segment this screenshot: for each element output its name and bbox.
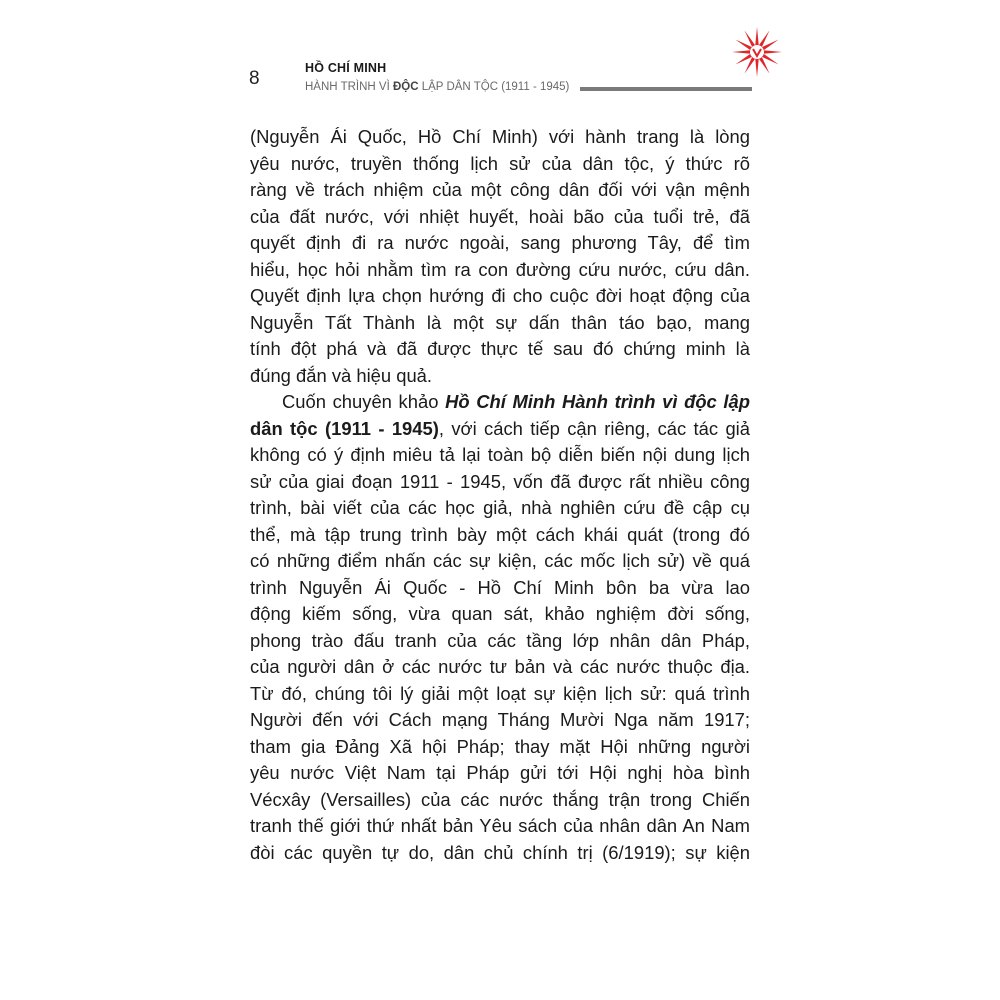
running-title: HỒ CHÍ MINH [305,61,387,75]
text-line: yêu nước Việt Nam tại Pháp gửi tới Hội nghị hòa bình [250,762,750,783]
book-title: Hồ Chí Minh Hành trình vì độc lập [445,391,750,412]
text-line: (Nguyễn Ái Quốc, Hồ Chí Minh) với hành trang là lòng [250,126,750,147]
text-line: động kiếm sống, vừa quan sát, khảo nghiệm đời sống, [250,603,750,624]
page-number: 8 [249,68,260,89]
paragraph-2-continuation: , với cách tiếp cận riêng, các tác giả [438,417,750,439]
text-line: ràng về trách nhiệm của một công dân đối với vận mệnh [250,179,750,200]
paragraph-1 [250,124,750,389]
text-line: của người dân ở các nước tư bản và các nước thuộc địa. [250,656,750,677]
text-line [250,389,750,416]
text-line: có những điểm nhấn các sự kiện, các mốc lịch sử) về quá [250,550,750,571]
paragraph-2 [250,389,750,866]
text-line: thể, mà tập trung trình bày một cách khái quát (trong đó [250,523,750,545]
paragraph-2-lead: Cuốn chuyên khảo [282,391,446,412]
text-line: quyết định đi ra nước ngoài, sang phương Tây, để tìm [250,232,750,253]
text-line: tham gia Đảng Xã hội Pháp; thay mặt Hội những người [250,735,750,757]
text-line: trình Nguyễn Ái Quốc - Hồ Chí Minh bôn ba vừa lao [250,576,750,598]
text-line: trình, bài viết của các học giả, nhà nghiên cứu đề cập cụ [250,497,750,518]
running-subtitle [305,80,569,94]
text-line: tính đột phá và đã được thực tế sau đó chứng minh là [250,338,750,359]
running-subtitle-pre: HÀNH TRÌNH VÌ [305,81,393,93]
text-line: sử của giai đoạn 1911 - 1945, vốn đã được rất nhiều công [250,470,750,492]
text-line: Quyết định lựa chọn hướng đi cho cuộc đời hoạt động của [250,285,750,306]
book-title-continued: dân tộc (1911 - 1945) [250,417,439,439]
running-subtitle-post: LẬP DÂN TỘC (1911 - 1945) [418,81,570,93]
text-line: Vécxây (Versailles) của các nước thắng trận trong Chiến [250,788,750,810]
publisher-emblem-icon [726,26,788,78]
text-line: không có ý định miêu tả lại toàn bộ diễn biến nội dung lịch [250,444,750,465]
text-line [250,416,750,443]
text-line: hiểu, học hỏi nhằm tìm ra con đường cứu nước, cứu dân. [250,258,750,280]
text-line: Từ đó, chúng tôi lý giải một loạt sự kiện lịch sử: quá trình [250,682,750,704]
body-text [250,124,750,866]
text-line: tranh thế giới thứ nhất bản Yêu sách của nhân dân An Nam [250,815,750,836]
text-line: yêu nước, truyền thống lịch sử của dân tộc, ý thức rõ [250,152,750,174]
text-line: phong trào đấu tranh của các tầng lớp nhân dân Pháp, [250,629,750,651]
running-subtitle-bold: ĐỘC [392,81,419,93]
text-line: của đất nước, với nhiệt huyết, hoài bão của tuổi trẻ, đã [250,205,750,227]
text-line: Nguyễn Tất Thành là một sự dấn thân táo bạo, mang [250,311,750,333]
header-rule [580,87,752,91]
text-line: đúng đắn và hiệu quả. [250,364,433,386]
text-line: Người đến với Cách mạng Tháng Mười Nga năm 1917; [250,709,750,730]
text-line: đòi các quyền tự do, dân chủ chính trị (6/1919); sự kiện [250,841,750,863]
